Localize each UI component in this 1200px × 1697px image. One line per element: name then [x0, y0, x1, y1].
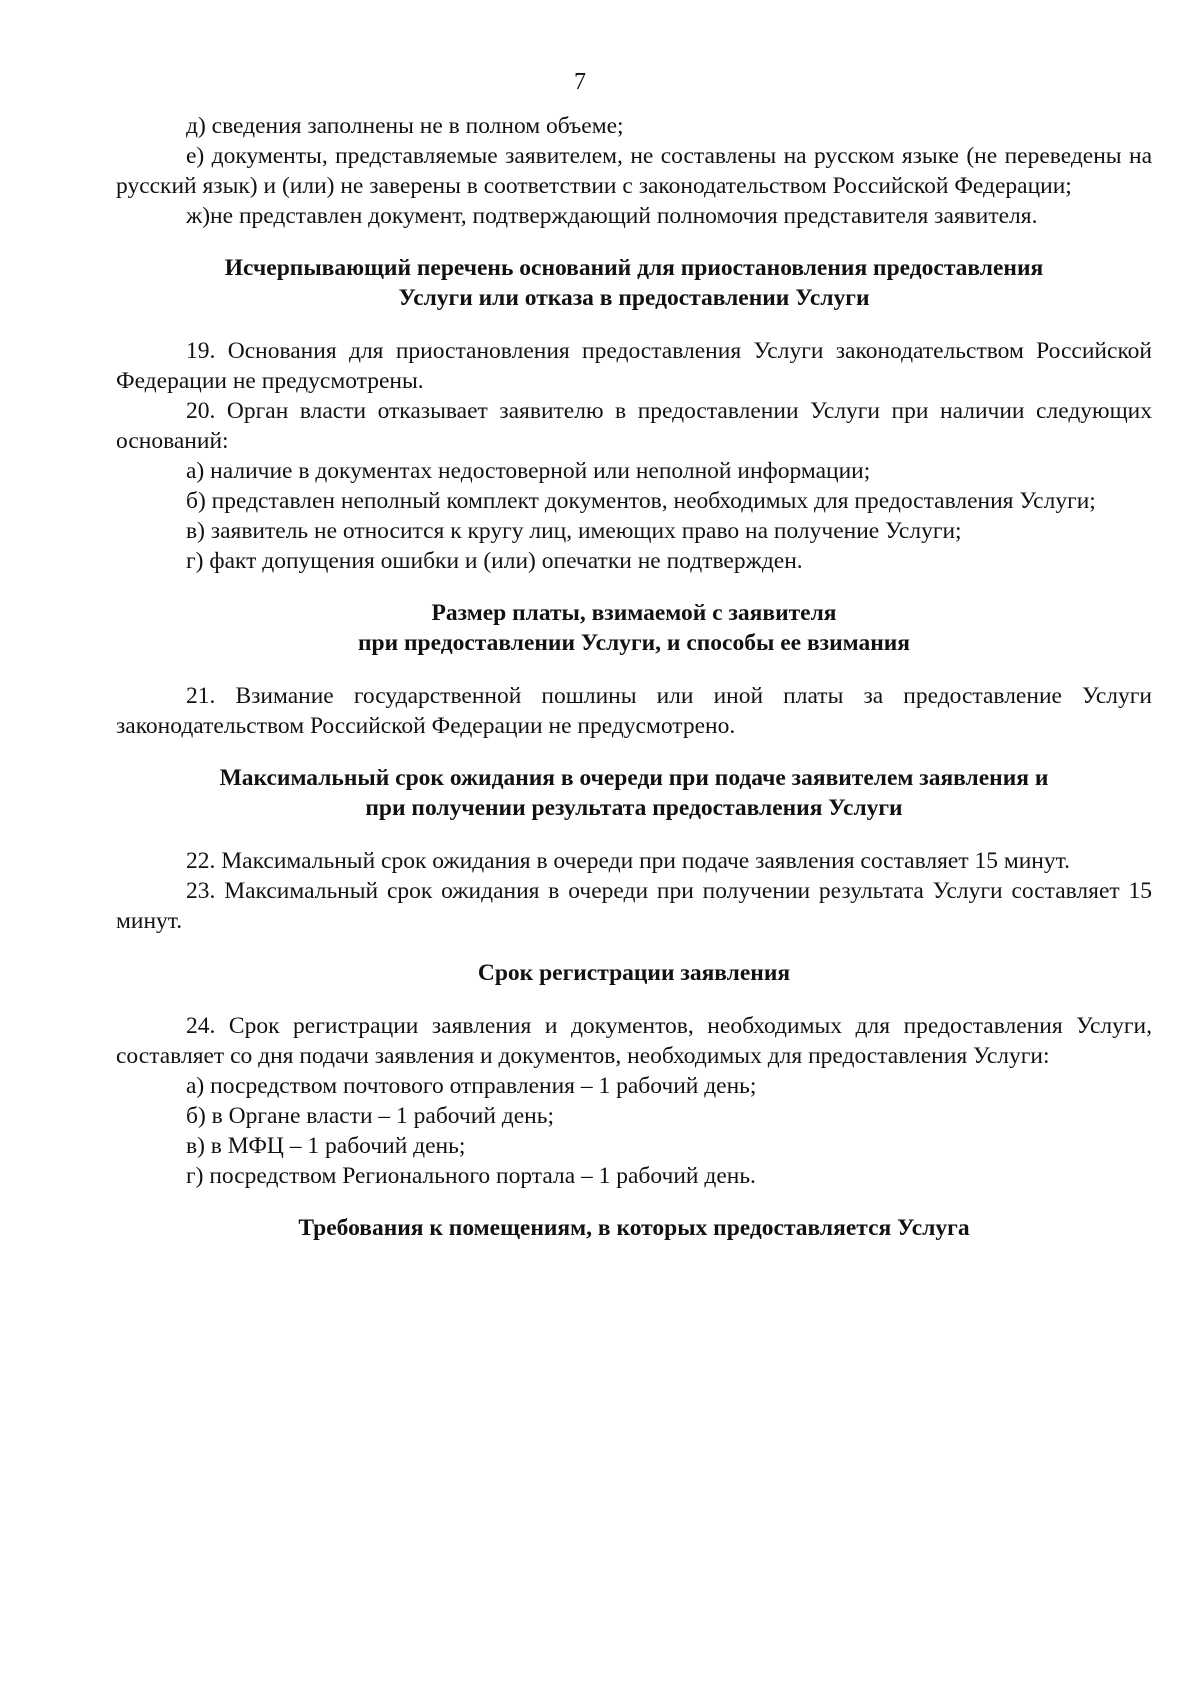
paragraph-24-a: а) посредством почтового отправления – 1 рабочий день;	[186, 1073, 757, 1099]
paragraph-20: 20. Орган власти отказывает заявителю в предоставлении Услуги при наличии следующих оснований:	[116, 398, 1152, 454]
page-number: 7	[574, 69, 586, 95]
heading-line: Требования к помещениям, в которых предоставляется Услуга	[298, 1215, 970, 1241]
paragraph-20-b: б) представлен неполный комплект документов, необходимых для предоставления Услуги;	[186, 488, 1096, 514]
paragraph-19: 19. Основания для приостановления предоставления Услуги законодательством Российской Федерации не предусмотрены.	[116, 338, 1152, 394]
paragraph-20-a: а) наличие в документах недостоверной или неполной информации;	[186, 458, 871, 484]
paragraph-20-v: в) заявитель не относится к кругу лиц, имеющих право на получение Услуги;	[186, 518, 962, 544]
paragraph-item-zh: ж)не представлен документ, подтверждающий полномочия представителя заявителя.	[186, 203, 1038, 229]
paragraph-24-v: в) в МФЦ – 1 рабочий день;	[186, 1133, 466, 1159]
document-body	[116, 111, 1152, 1243]
section-heading-premises	[116, 1213, 1152, 1243]
section-heading-grounds	[116, 253, 1152, 313]
paragraph-20-g: г) факт допущения ошибки и (или) опечатки не подтвержден.	[186, 548, 803, 574]
section-heading-fee	[116, 598, 1152, 658]
section-heading-registration	[116, 958, 1152, 988]
heading-line: при предоставлении Услуги, и способы ее взимания	[357, 630, 911, 656]
paragraph-23: 23. Максимальный срок ожидания в очереди при получении результата Услуги составляет 15 минут.	[116, 878, 1152, 934]
paragraph-item-d: д) сведения заполнены не в полном объеме;	[186, 113, 624, 139]
heading-line: при получении результата предоставления Услуги	[365, 795, 903, 821]
heading-line: Максимальный срок ожидания в очереди при подаче заявителем заявления и	[219, 765, 1049, 791]
heading-line: Размер платы, взимаемой с заявителя	[431, 600, 837, 626]
paragraph-21: 21. Взимание государственной пошлины или иной платы за предоставление Услуги законодательством Российской Федерации не предусмотрено.	[116, 683, 1152, 739]
paragraph-item-e: е) документы, представляемые заявителем, не составлены на русском языке (не переведены на русский язык) и (или) не заверены в соответствии с законодательством Российской Федерации;	[116, 143, 1152, 199]
paragraph-24: 24. Срок регистрации заявления и документов, необходимых для предоставления Услуги, составляет со дня подачи заявления и документов, необходимых для предоставления Услуги:	[116, 1013, 1152, 1069]
heading-line: Срок регистрации заявления	[477, 960, 791, 986]
paragraph-24-b: б) в Органе власти – 1 рабочий день;	[186, 1103, 554, 1129]
heading-line: Услуги или отказа в предоставлении Услуги	[398, 285, 870, 311]
paragraph-22: 22. Максимальный срок ожидания в очереди при подаче заявления составляет 15 минут.	[186, 848, 1070, 874]
heading-line: Исчерпывающий перечень оснований для приостановления предоставления	[224, 255, 1044, 281]
section-heading-waiting-time	[116, 763, 1152, 823]
paragraph-24-g: г) посредством Регионального портала – 1 рабочий день.	[186, 1163, 756, 1189]
